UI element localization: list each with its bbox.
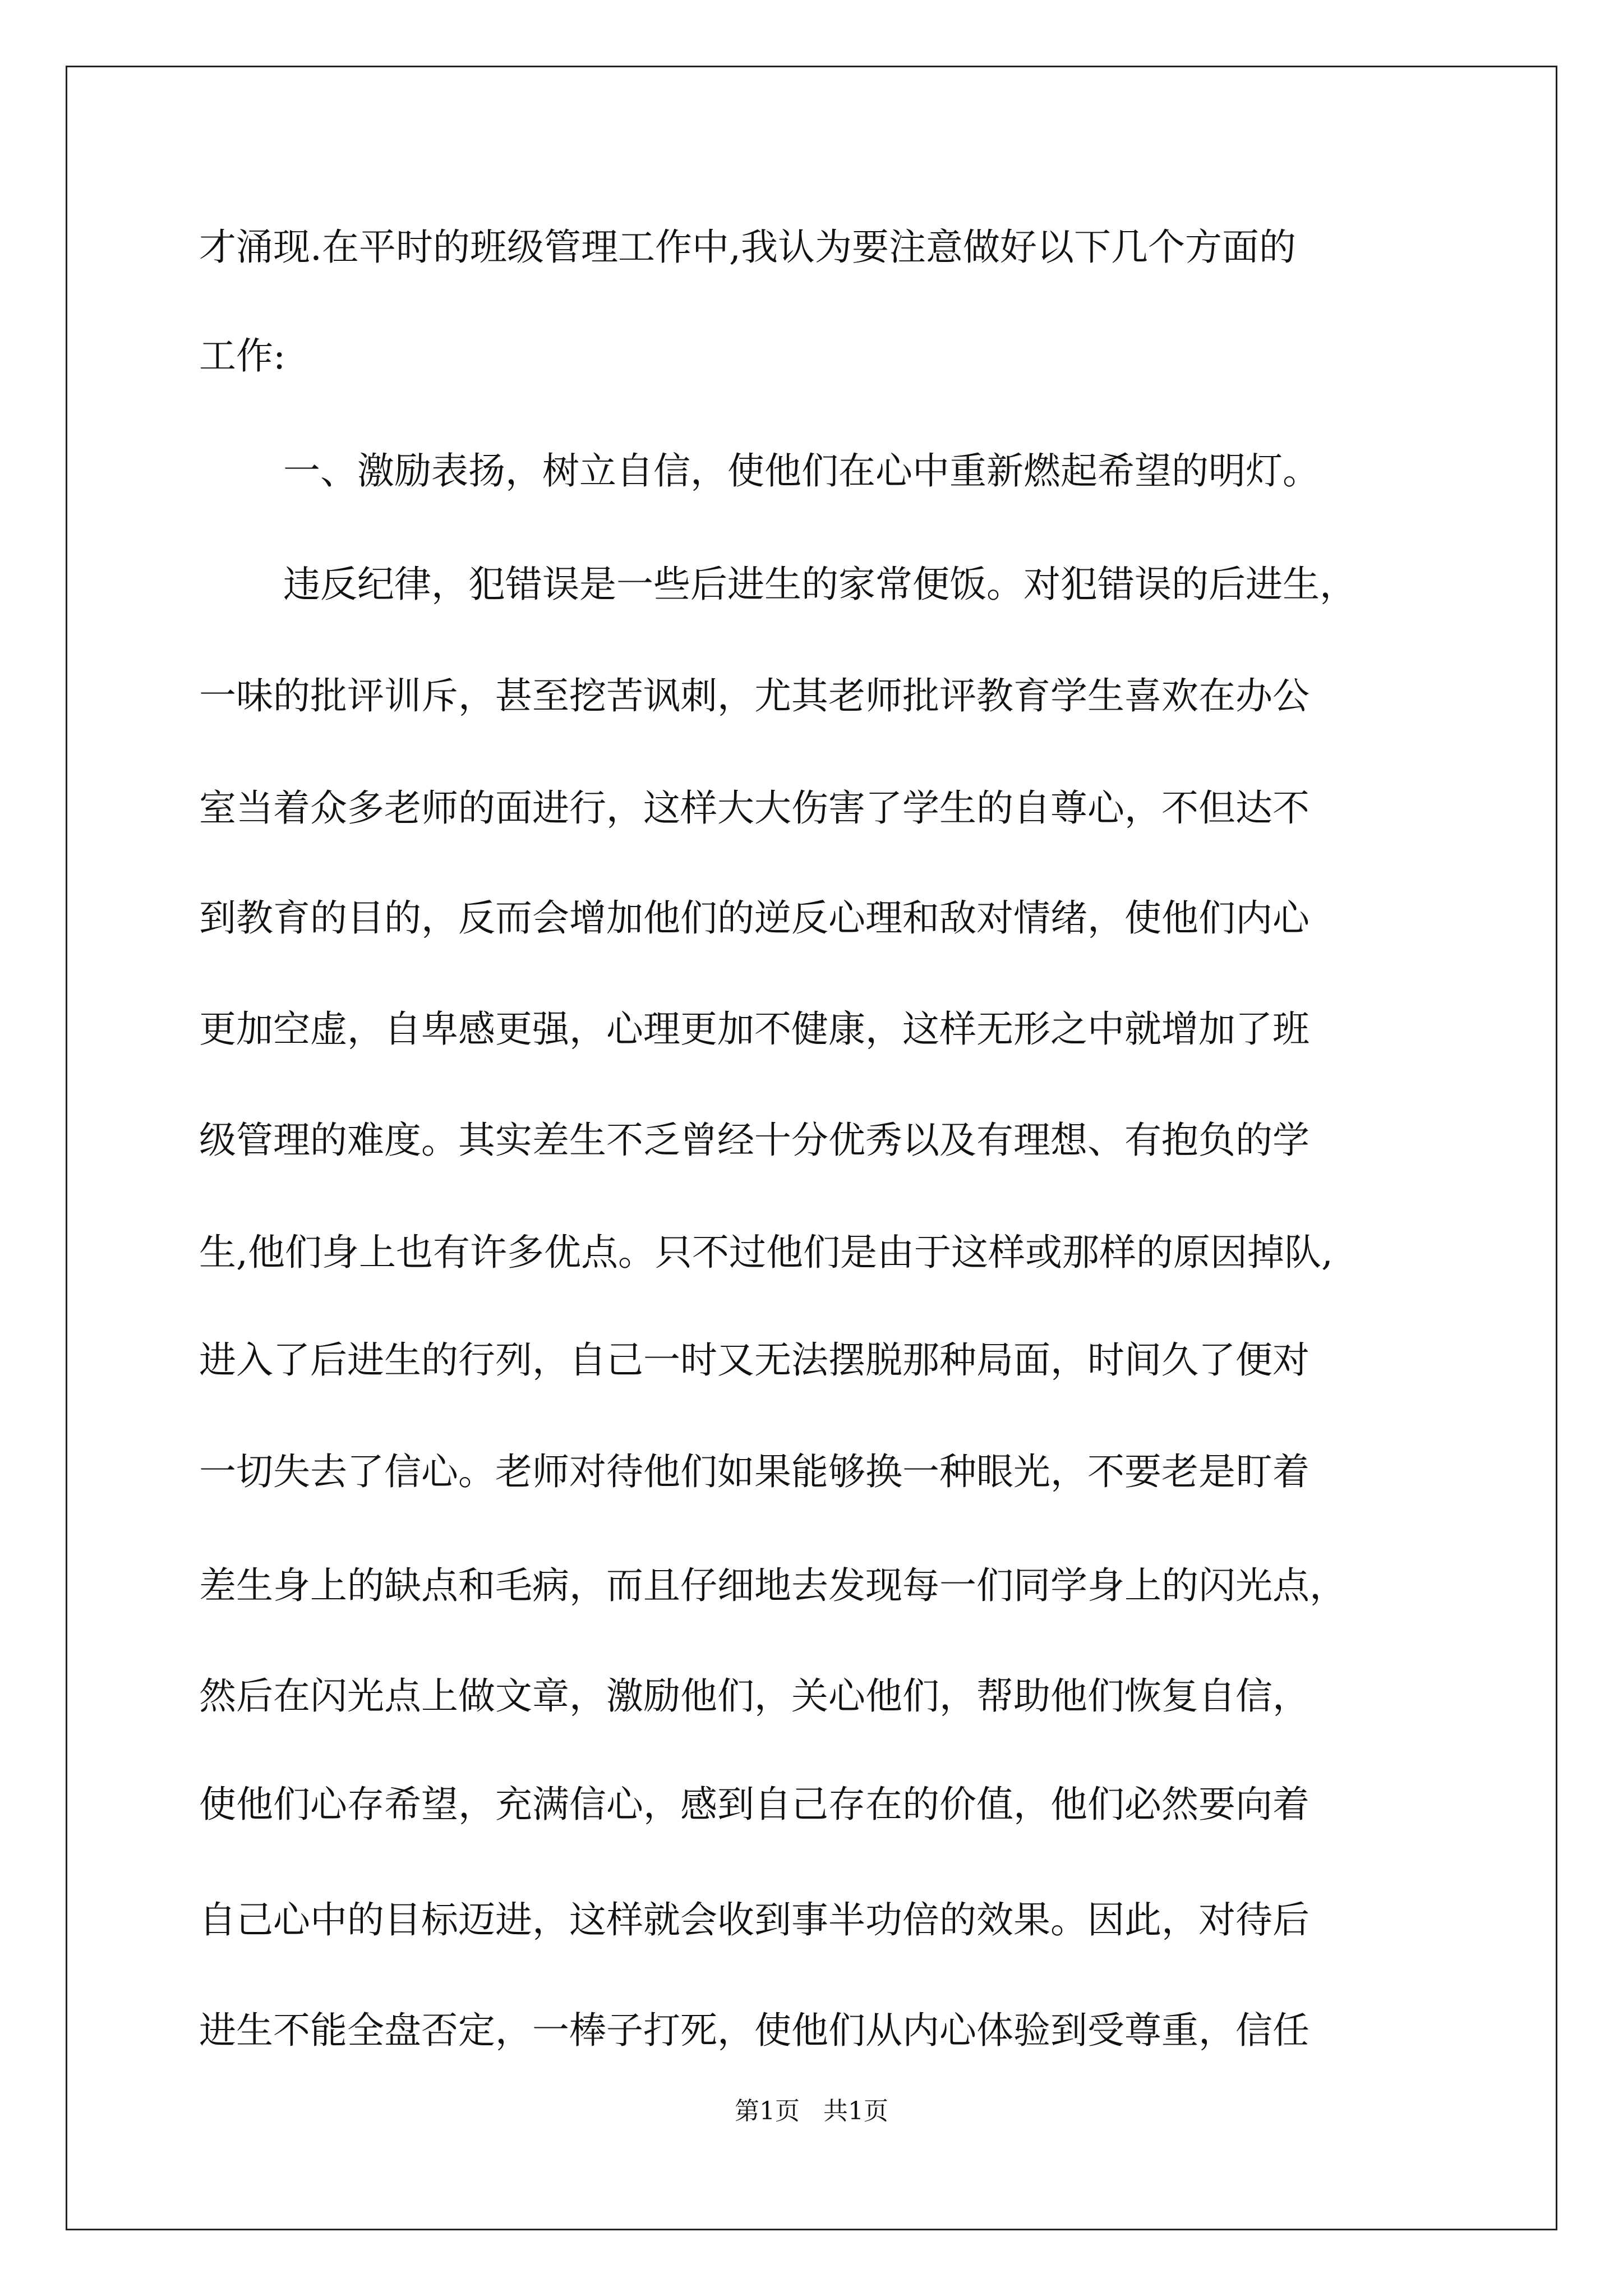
paragraph-line: 进生不能全盘否定，一棒子打死，使他们从内心体验到受尊重，信任 <box>199 2009 1310 2052</box>
paragraph-line: 违反纪律，犯错误是一些后进生的家常便饭。对犯错误的后进生， <box>283 563 1357 606</box>
paragraph-line: 然后在闪光点上做文章，激励他们，关心他们，帮助他们恢复自信， <box>199 1674 1310 1718</box>
page-footer: 第1页 共1页 <box>735 2097 888 2125</box>
paragraph-line: 室当着众多老师的面进行，这样大大伤害了学生的自尊心，不但达不 <box>199 786 1310 830</box>
paragraph-line: 进入了后进生的行列，自己一时又无法摆脱那种局面，时间久了便对 <box>199 1338 1310 1382</box>
paragraph-line: 才涌现.在平时的班级管理工作中,我认为要注意做好以下几个方面的 <box>199 226 1296 269</box>
paragraph-line: 使他们心存希望，充满信心，感到自己存在的价值，他们必然要向着 <box>199 1783 1310 1826</box>
paragraph-line: 到教育的目的，反而会增加他们的逆反心理和敌对情绪，使他们内心 <box>199 896 1310 940</box>
paragraph-line: 差生身上的缺点和毛病，而且仔细地去发现每一们同学身上的闪光点， <box>199 1564 1347 1607</box>
section-heading: 一、激励表扬，树立自信，使他们在心中重新燃起希望的明灯。 <box>283 449 1320 493</box>
paragraph-line: 自己心中的目标迈进，这样就会收到事半功倍的效果。因此，对待后 <box>199 1898 1310 1941</box>
paragraph-line: 一切失去了信心。老师对待他们如果能够换一种眼光，不要老是盯着 <box>199 1450 1310 1493</box>
paragraph-line: 生,他们身上也有许多优点。只不过他们是由于这样或那样的原因掉队, <box>199 1231 1333 1274</box>
paragraph-line: 一味的批评训斥，甚至挖苦讽刺，尤其老师批评教育学生喜欢在办公 <box>199 674 1310 717</box>
paragraph-line: 级管理的难度。其实差生不乏曾经十分优秀以及有理想、有抱负的学 <box>199 1119 1310 1162</box>
paragraph-line: 更加空虚，自卑感更强，心理更加不健康，这样无形之中就增加了班 <box>199 1007 1310 1051</box>
paragraph-line: 工作: <box>199 334 286 378</box>
